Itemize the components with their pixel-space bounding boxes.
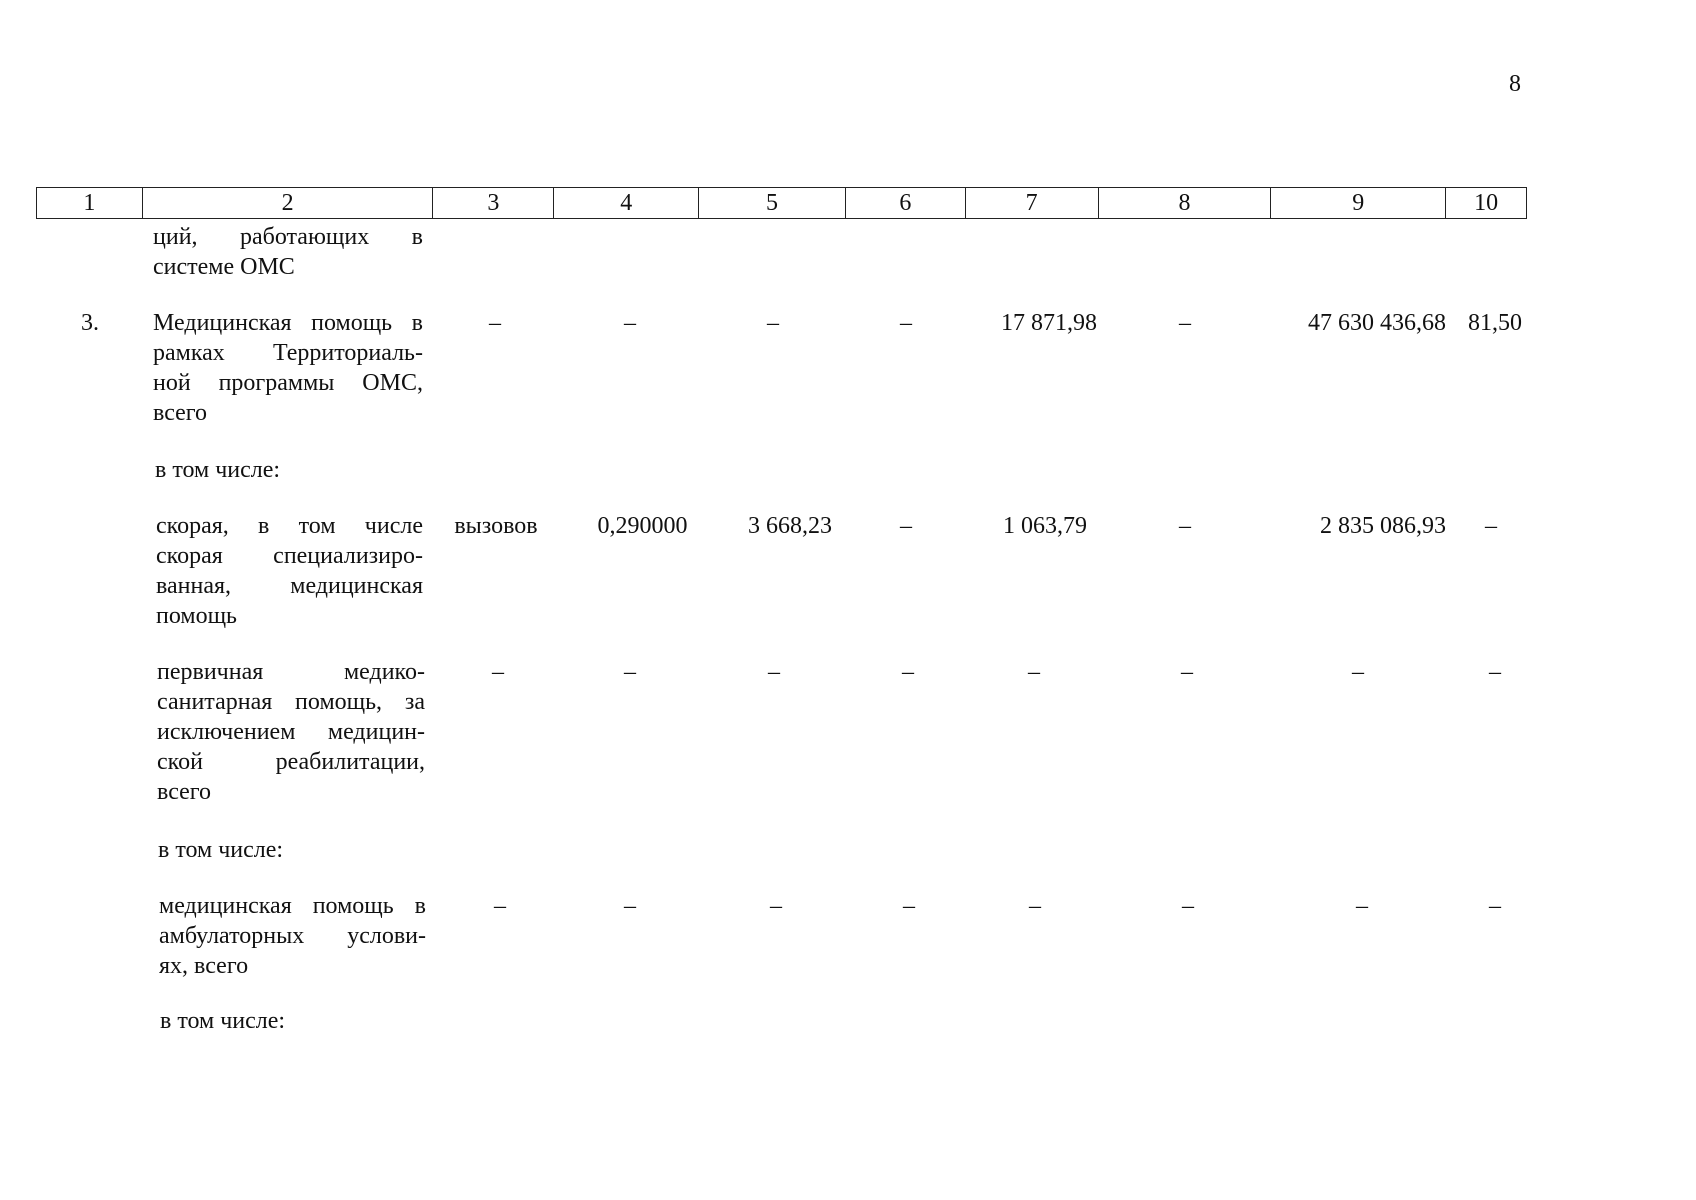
- header-col-4: 4: [554, 188, 699, 218]
- description-line: первичная медико-: [157, 659, 425, 685]
- cell-col-10: –: [1489, 659, 1501, 685]
- description-line: санитарная помощь, за: [157, 689, 425, 715]
- cell-col-4: –: [624, 893, 636, 919]
- cell-col-3: –: [492, 659, 504, 685]
- cell-col-9: –: [1352, 659, 1364, 685]
- cell-col-8: –: [1179, 513, 1191, 539]
- cell-col-10: 81,50: [1468, 310, 1522, 336]
- header-col-10: 10: [1474, 190, 1499, 216]
- cell-col-7: 17 871,98: [1001, 310, 1097, 336]
- description-line: в том числе:: [160, 1008, 286, 1034]
- cell-col-6: –: [902, 659, 914, 685]
- cell-col-5: 3 668,23: [748, 513, 832, 539]
- description-line: скорая специализиро-: [156, 543, 423, 569]
- row-description: [155, 455, 425, 485]
- header-col-6: 6: [846, 188, 966, 218]
- cell-col-9: –: [1356, 893, 1368, 919]
- description-line: рамках Территориаль-: [153, 340, 423, 366]
- description-line: ях, всего: [159, 953, 249, 979]
- cell-col-6: –: [900, 513, 912, 539]
- cell-col-3: –: [489, 310, 501, 336]
- description-line: всего: [153, 400, 208, 426]
- header-col-1: 1: [37, 188, 143, 218]
- description-line: медицинская помощь в: [159, 893, 426, 919]
- header-col-2: 2: [143, 188, 434, 218]
- row-description: [156, 511, 423, 631]
- cell-col-8: –: [1181, 659, 1193, 685]
- table-header-row: [36, 187, 1527, 219]
- cell-col-8: –: [1179, 310, 1191, 336]
- page-number: 8: [1509, 71, 1521, 97]
- description-line: ций, работающих в: [153, 224, 423, 250]
- description-line: в том числе:: [155, 457, 281, 483]
- header-col-5: 5: [699, 188, 846, 218]
- cell-col-7: –: [1028, 659, 1040, 685]
- cell-col-8: –: [1182, 893, 1194, 919]
- cell-col-4: 0,290000: [597, 513, 688, 539]
- cell-col-6: –: [903, 893, 915, 919]
- header-col-7: 7: [966, 188, 1099, 218]
- row-number: 3.: [81, 310, 99, 336]
- row-description: [153, 222, 423, 282]
- header-col-9: 9: [1271, 188, 1446, 218]
- row-description: [158, 835, 428, 865]
- row-description: [157, 657, 425, 807]
- cell-col-5: –: [770, 893, 782, 919]
- cell-col-9: 47 630 436,68: [1308, 310, 1446, 336]
- header-col-8: 8: [1099, 188, 1272, 218]
- description-line: системе ОМС: [153, 254, 295, 280]
- row-description: [159, 891, 426, 981]
- cell-col-4: –: [624, 659, 636, 685]
- cell-col-4: –: [624, 310, 636, 336]
- description-line: помощь: [156, 603, 237, 629]
- cell-col-7: 1 063,79: [1003, 513, 1087, 539]
- cell-col-3: вызовов: [454, 513, 538, 539]
- row-description: [153, 308, 423, 428]
- cell-col-5: –: [768, 659, 780, 685]
- cell-col-7: –: [1029, 893, 1041, 919]
- cell-col-6: –: [900, 310, 912, 336]
- description-line: ванная, медицинская: [156, 573, 423, 599]
- description-line: в том числе:: [158, 837, 284, 863]
- description-line: ной программы ОМС,: [153, 370, 423, 396]
- cell-col-10: –: [1485, 513, 1497, 539]
- row-description: [160, 1006, 430, 1036]
- description-line: исключением медицин-: [157, 719, 425, 745]
- cell-col-3: –: [494, 893, 506, 919]
- description-line: ской реабилитации,: [157, 749, 425, 775]
- description-line: амбулаторных услови-: [159, 923, 426, 949]
- description-line: скорая, в том числе: [156, 513, 423, 539]
- cell-col-10: –: [1489, 893, 1501, 919]
- description-line: всего: [157, 779, 212, 805]
- header-col-3: 3: [433, 188, 554, 218]
- description-line: Медицинская помощь в: [153, 310, 423, 336]
- cell-col-9: 2 835 086,93: [1320, 513, 1446, 539]
- cell-col-5: –: [767, 310, 779, 336]
